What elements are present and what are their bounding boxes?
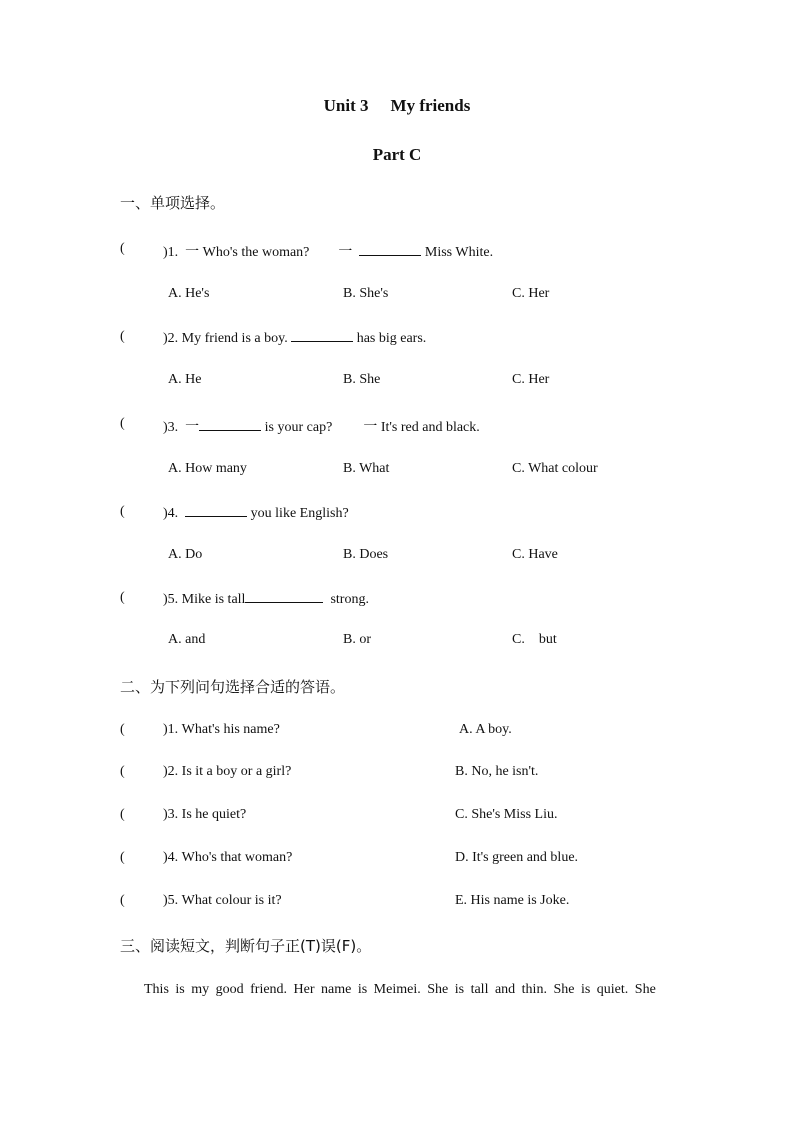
question-4: )4. you like English? [163,506,349,521]
question-5: )5. Mike is tall strong. [163,592,369,607]
question-3: )3. 一 is your cap? 一 It's red and black. [163,420,480,435]
match-question-2: )2. Is it a boy or a girl? [163,764,292,779]
answer-paren: ( [120,329,125,344]
match-answer-e: E. His name is Joke. [455,893,570,908]
match-answer-c: C. She's Miss Liu. [455,807,558,822]
unit-name: My friends [390,96,471,115]
option-b: B. What [343,461,390,476]
section-2-heading: 二、为下列问句选择合适的答语。 [120,678,346,696]
answer-paren: ( [120,807,125,822]
answer-paren: ( [120,504,125,519]
answer-paren: ( [120,416,125,431]
option-c: C. but [512,632,557,647]
option-c: C. Her [512,372,550,387]
option-b: B. or [343,632,371,647]
reading-passage: This is my good friend. Her name is Meimei. She is tall and thin. She is quiet. She [144,982,656,997]
worksheet-title [0,96,794,116]
answer-blank[interactable] [245,590,323,603]
option-a: A. How many [168,461,247,476]
option-a: A. He [168,372,202,387]
answer-paren: ( [120,893,125,908]
option-c: C. Her [512,286,550,301]
answer-blank[interactable] [359,243,421,256]
answer-paren: ( [120,241,125,256]
answer-blank[interactable] [291,329,353,342]
option-b: B. Does [343,547,389,562]
match-question-4: )4. Who's that woman? [163,850,293,865]
question-1: )1. 一 Who's the woman? 一 Miss White. [163,245,494,260]
answer-paren: ( [120,722,125,737]
option-b: B. She's [343,286,389,301]
section-3-heading: 三、阅读短文，判断句子正(T)误(F)。 [120,937,372,955]
option-a: A. Do [168,547,203,562]
question-2: )2. My friend is a boy. has big ears. [163,331,427,346]
answer-paren: ( [120,590,125,605]
option-c: C. What colour [512,461,598,476]
part-title: Part C [372,145,422,164]
match-question-1: )1. What's his name? [163,722,280,737]
answer-blank[interactable] [199,418,261,431]
match-answer-b: B. No, he isn't. [455,764,539,779]
option-c: C. Have [512,547,558,562]
section-1-heading: 一、单项选择。 [120,194,226,212]
option-b: B. She [343,372,381,387]
unit-label: Unit 3 [323,96,369,115]
match-answer-a: A. A boy. [459,722,512,737]
match-question-3: )3. Is he quiet? [163,807,247,822]
answer-paren: ( [120,764,125,779]
option-a: A. He's [168,286,210,301]
match-answer-d: D. It's green and blue. [455,850,579,865]
answer-paren: ( [120,850,125,865]
option-a: A. and [168,632,206,647]
match-question-5: )5. What colour is it? [163,893,282,908]
answer-blank[interactable] [185,504,247,517]
